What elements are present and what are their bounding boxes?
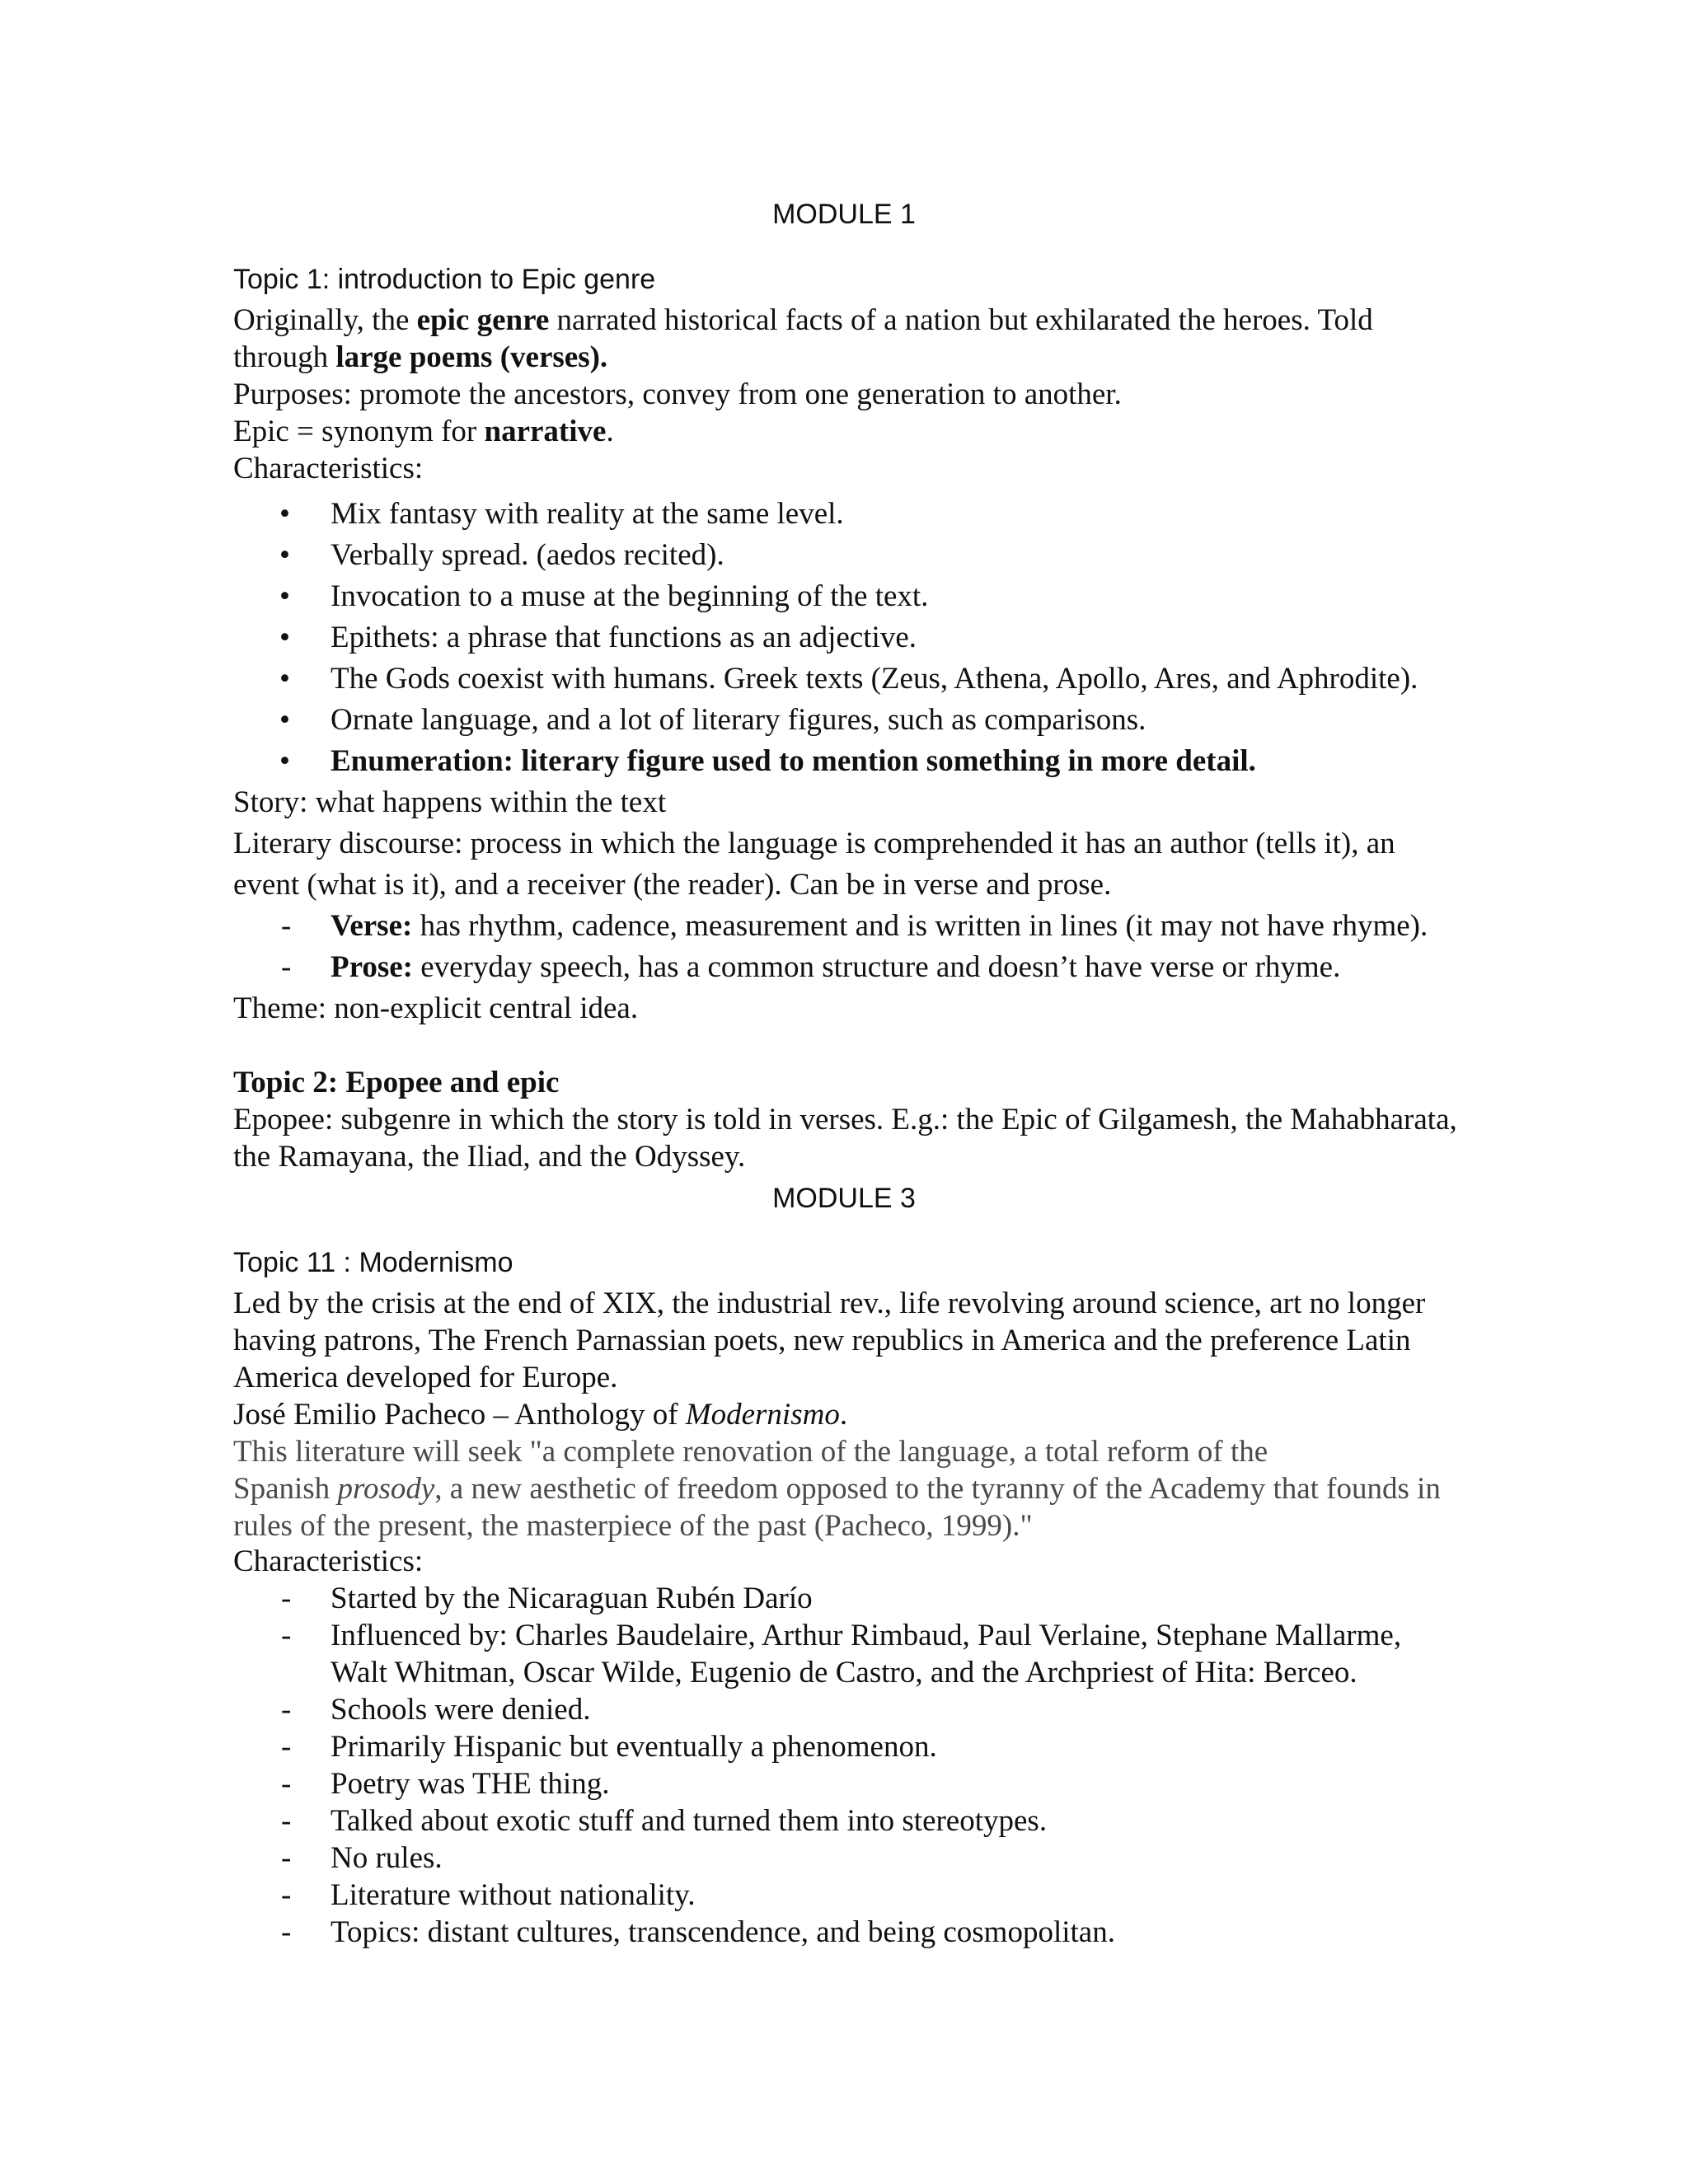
list-item: Talked about exotic stuff and turned them into stereotypes. [331,1804,1048,1838]
discourse-line-2: event (what is it), and a receiver (the reader). Can be in verse and prose. [233,868,1112,902]
theme-line: Theme: non-explicit central idea. [233,991,639,1025]
purposes-line: Purposes: promote the ancestors, convey from one generation to another. [233,377,1122,411]
dash-marker: - [281,1619,292,1652]
list-item: No rules. [331,1841,443,1875]
characteristics-label-2: Characteristics: [233,1544,424,1578]
prose-definition: Prose: everyday speech, has a common structure and doesn’t have verse or rhyme. [331,950,1341,984]
led-line-3: America developed for Europe. [233,1361,618,1394]
characteristics-label: Characteristics: [233,452,424,485]
list-item: Ornate language, and a lot of literary figures, such as comparisons. [331,703,1146,737]
topic-1-title: Topic 1: introduction to Epic genre [233,264,656,295]
epic-synonym-line: Epic = synonym for narrative. [233,415,614,448]
led-line-2: having patrons, The French Parnassian poets, new republics in America and the preference Latin [233,1324,1411,1357]
list-item: Schools were denied. [331,1693,591,1727]
topic-2-title: Topic 2: Epopee and epic [233,1066,560,1099]
epopee-line-2: the Ramayana, the Iliad, and the Odyssey. [233,1140,746,1174]
dash-marker: - [281,1804,292,1838]
dash-marker: - [281,1878,292,1912]
list-item-continuation: Walt Whitman, Oscar Wilde, Eugenio de Castro, and the Archpriest of Hita: Berceo. [331,1656,1357,1690]
verse-definition: Verse: has rhythm, cadence, measurement and is written in lines (it may not have rhyme). [331,909,1428,943]
list-item: Enumeration: literary figure used to mention something in more detail. [331,744,1256,778]
bullet-marker: • [279,703,290,737]
dash-marker: - [281,1582,292,1615]
list-item: Poetry was THE thing. [331,1767,610,1801]
epopee-line-1: Epopee: subgenre in which the story is told in verses. E.g.: the Epic of Gilgamesh, the Mahabharata, [233,1103,1457,1137]
pacheco-line: José Emilio Pacheco – Anthology of Modernismo. [233,1398,848,1432]
bullet-marker: • [279,662,290,696]
bullet-marker: • [279,497,290,531]
dash-marker: - [281,1693,292,1727]
dash-marker: - [281,1841,292,1875]
module-3-heading: MODULE 3 [772,1183,916,1214]
topic-11-title: Topic 11 : Modernismo [233,1247,513,1278]
list-item: Mix fantasy with reality at the same level. [331,497,844,531]
dash-marker: - [281,1915,292,1949]
list-item: The Gods coexist with humans. Greek texts (Zeus, Athena, Apollo, Ares, and Aphrodite). [331,662,1418,696]
quote-line-2: Spanish prosody, a new aesthetic of freedom opposed to the tyranny of the Academy that founds in [233,1472,1441,1506]
list-item: Primarily Hispanic but eventually a phenomenon. [331,1730,937,1764]
module-1-heading: MODULE 1 [772,199,916,230]
list-item: Invocation to a muse at the beginning of the text. [331,579,929,613]
list-item: Verbally spread. (aedos recited). [331,538,724,572]
intro-line-2: through large poems (verses). [233,340,608,374]
dash-marker: - [281,1730,292,1764]
bullet-marker: • [279,538,290,572]
list-item: Influenced by: Charles Baudelaire, Arthur Rimbaud, Paul Verlaine, Stephane Mallarme, [331,1619,1402,1652]
list-item: Epithets: a phrase that functions as an adjective. [331,621,917,654]
bullet-marker: • [279,744,290,778]
bullet-marker: • [279,579,290,613]
intro-line-1: Originally, the epic genre narrated historical facts of a nation but exhilarated the heroes. Told [233,303,1373,337]
bullet-marker: • [279,621,290,654]
list-item: Started by the Nicaraguan Rubén Darío [331,1582,813,1615]
led-line-1: Led by the crisis at the end of XIX, the industrial rev., life revolving around science, art no longer [233,1286,1426,1320]
quote-line-3: rules of the present, the masterpiece of the past (Pacheco, 1999)." [233,1509,1033,1543]
list-item: Topics: distant cultures, transcendence, and being cosmopolitan. [331,1915,1115,1949]
dash-marker: - [281,1767,292,1801]
dash-marker: - [281,950,292,984]
list-item: Literature without nationality. [331,1878,696,1912]
quote-line-1: This literature will seek "a complete renovation of the language, a total reform of the [233,1435,1268,1469]
story-line: Story: what happens within the text [233,785,667,819]
dash-marker: - [281,909,292,943]
discourse-line-1: Literary discourse: process in which the language is comprehended it has an author (tells it), an [233,827,1395,860]
